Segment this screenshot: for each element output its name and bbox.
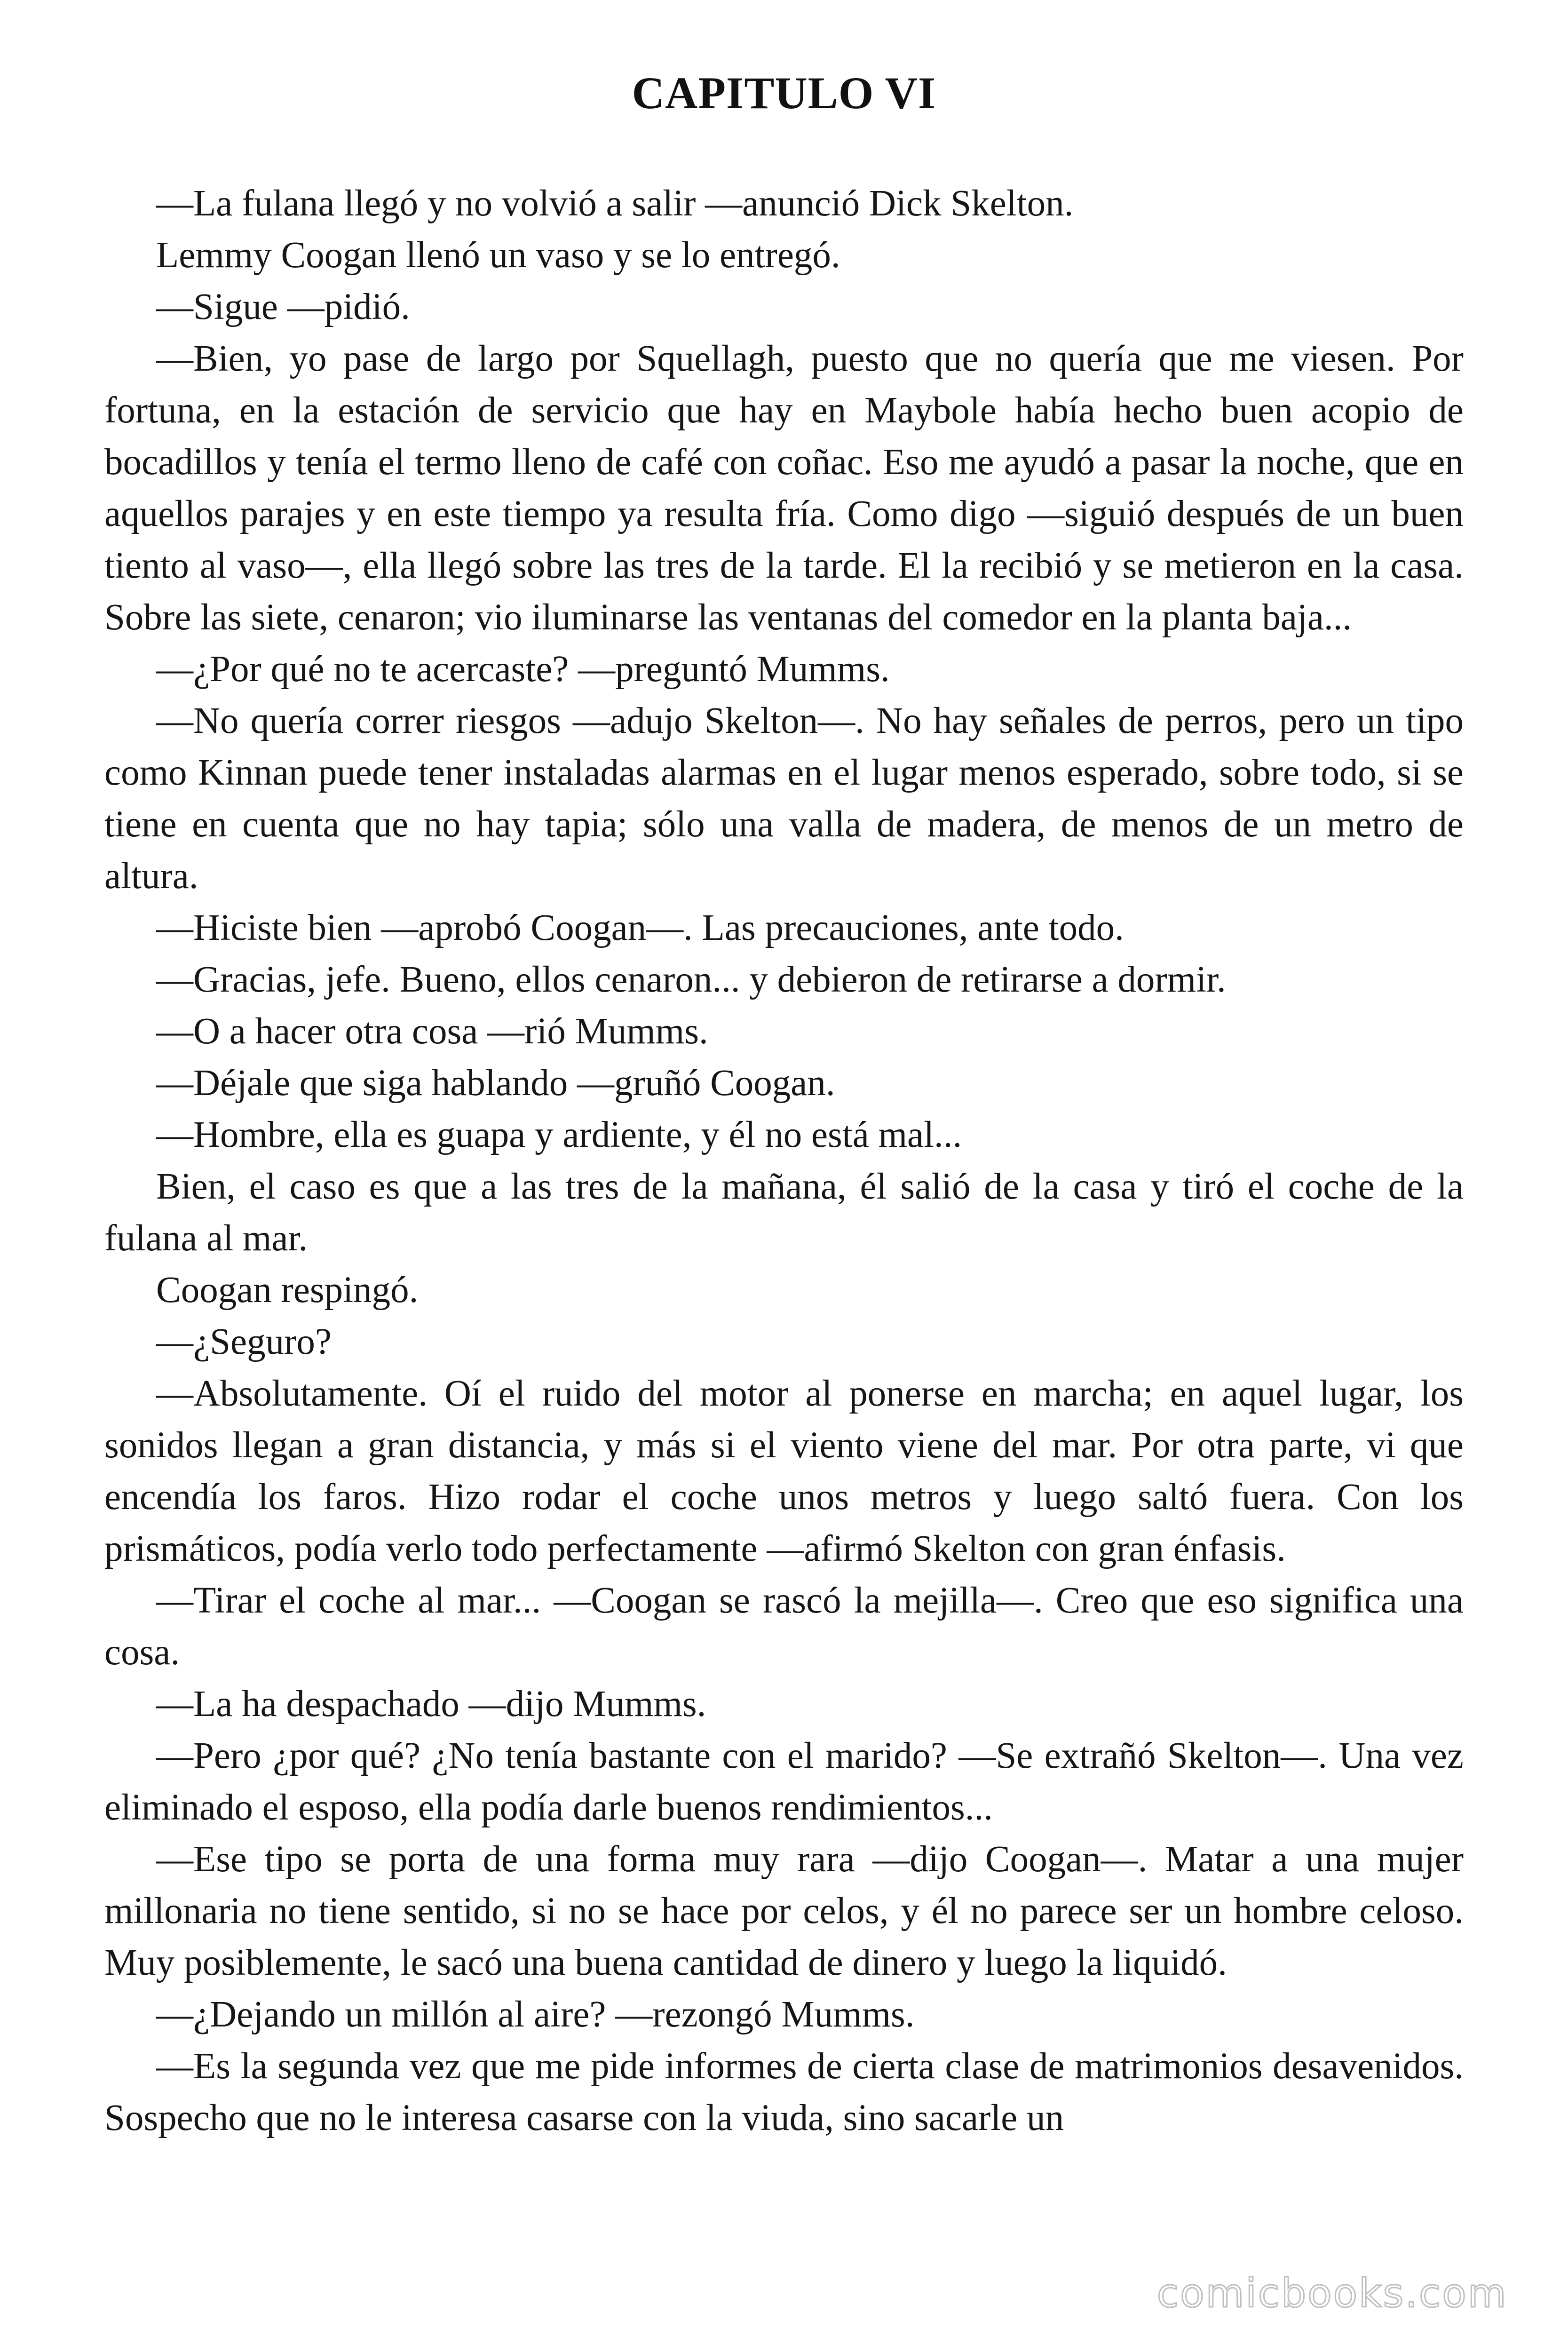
paragraph: —No quería correr riesgos —adujo Skelton—. No hay señales de perros, pero un tipo como Kinnan puede tener instaladas alarmas en el lugar menos esperado, sobre todo, si se tiene en cuenta que no hay tapia; sólo una valla de madera, de menos de un metro de altura. — [104, 700, 1464, 897]
paragraph: —¿Seguro? — [156, 1321, 332, 1362]
paragraph: Lemmy Coogan llenó un vaso y se lo entregó. — [156, 235, 840, 276]
watermark-logo: comicbooks.com — [1157, 2270, 1508, 2316]
paragraph: —Déjale que siga hablando —gruñó Coogan. — [156, 1063, 835, 1104]
paragraph: —Absolutamente. Oí el ruido del motor al ponerse en marcha; en aquel lugar, los sonidos llegan a gran distancia, y más si el viento viene del mar. Por otra parte, vi que encendía los faros. Hizo rodar el coche unos metros y luego saltó fuera. Con los prismáticos, podía verlo todo perfectamente —afirmó Skelton con gran énfasis. — [104, 1373, 1464, 1569]
paragraph: —La fulana llegó y no volvió a salir —anunció Dick Skelton. — [156, 183, 1074, 224]
paragraph: —La ha despachado —dijo Mumms. — [156, 1684, 706, 1724]
paragraph: —Hombre, ella es guapa y ardiente, y él no está mal... — [156, 1114, 962, 1155]
paragraph: —Es la segunda vez que me pide informes de cierta clase de matrimonios desavenidos. Sospecho que no le interesa casarse con la viuda, sino sacarle un — [104, 2046, 1464, 2138]
paragraph: —¿Dejando un millón al aire? —rezongó Mumms. — [156, 1994, 915, 2035]
paragraph: —Gracias, jefe. Bueno, ellos cenaron... y debieron de retirarse a dormir. — [156, 959, 1226, 1000]
chapter-title: CAPITULO VI — [632, 68, 936, 118]
chapter-body — [104, 178, 1464, 2332]
paragraph: —Ese tipo se porta de una forma muy rara —dijo Coogan—. Matar a una mujer millonaria no tiene sentido, si no se hace por celos, y él no parece ser un hombre celoso. Muy posiblemente, le sacó una buena cantidad de dinero y luego la liquidó. — [104, 1839, 1464, 1983]
paragraph: Bien, el caso es que a las tres de la mañana, él salió de la casa y tiró el coche de la fulana al mar. — [104, 1166, 1464, 1259]
paragraph: —Pero ¿por qué? ¿No tenía bastante con el marido? —Se extrañó Skelton—. Una vez eliminado el esposo, ella podía darle buenos rendimientos... — [104, 1735, 1464, 1828]
paragraph: —Bien, yo pase de largo por Squellagh, puesto que no quería que me viesen. Por fortuna, en la estación de servicio que hay en Maybole había hecho buen acopio de bocadillos y tenía el termo lleno de café con coñac. Eso me ayudó a pasar la noche, que en aquellos parajes y en este tiempo ya resulta fría. Como digo —siguió después de un buen tiento al vaso—, ella llegó sobre las tres de la tarde. El la recibió y se metieron en la casa. Sobre las siete, cenaron; vio iluminarse las ventanas del comedor en la planta baja... — [104, 338, 1464, 638]
paragraph: —Tirar el coche al mar... —Coogan se rascó la mejilla—. Creo que eso significa una cosa. — [104, 1580, 1464, 1673]
paragraph: —Sigue —pidió. — [156, 286, 410, 327]
paragraph: —¿Por qué no te acercaste? —preguntó Mumms. — [156, 649, 890, 690]
paragraph: —O a hacer otra cosa —rió Mumms. — [156, 1011, 708, 1052]
paragraph: Coogan respingó. — [156, 1270, 419, 1311]
paragraph: —Hiciste bien —aprobó Coogan—. Las precauciones, ante todo. — [156, 907, 1124, 948]
